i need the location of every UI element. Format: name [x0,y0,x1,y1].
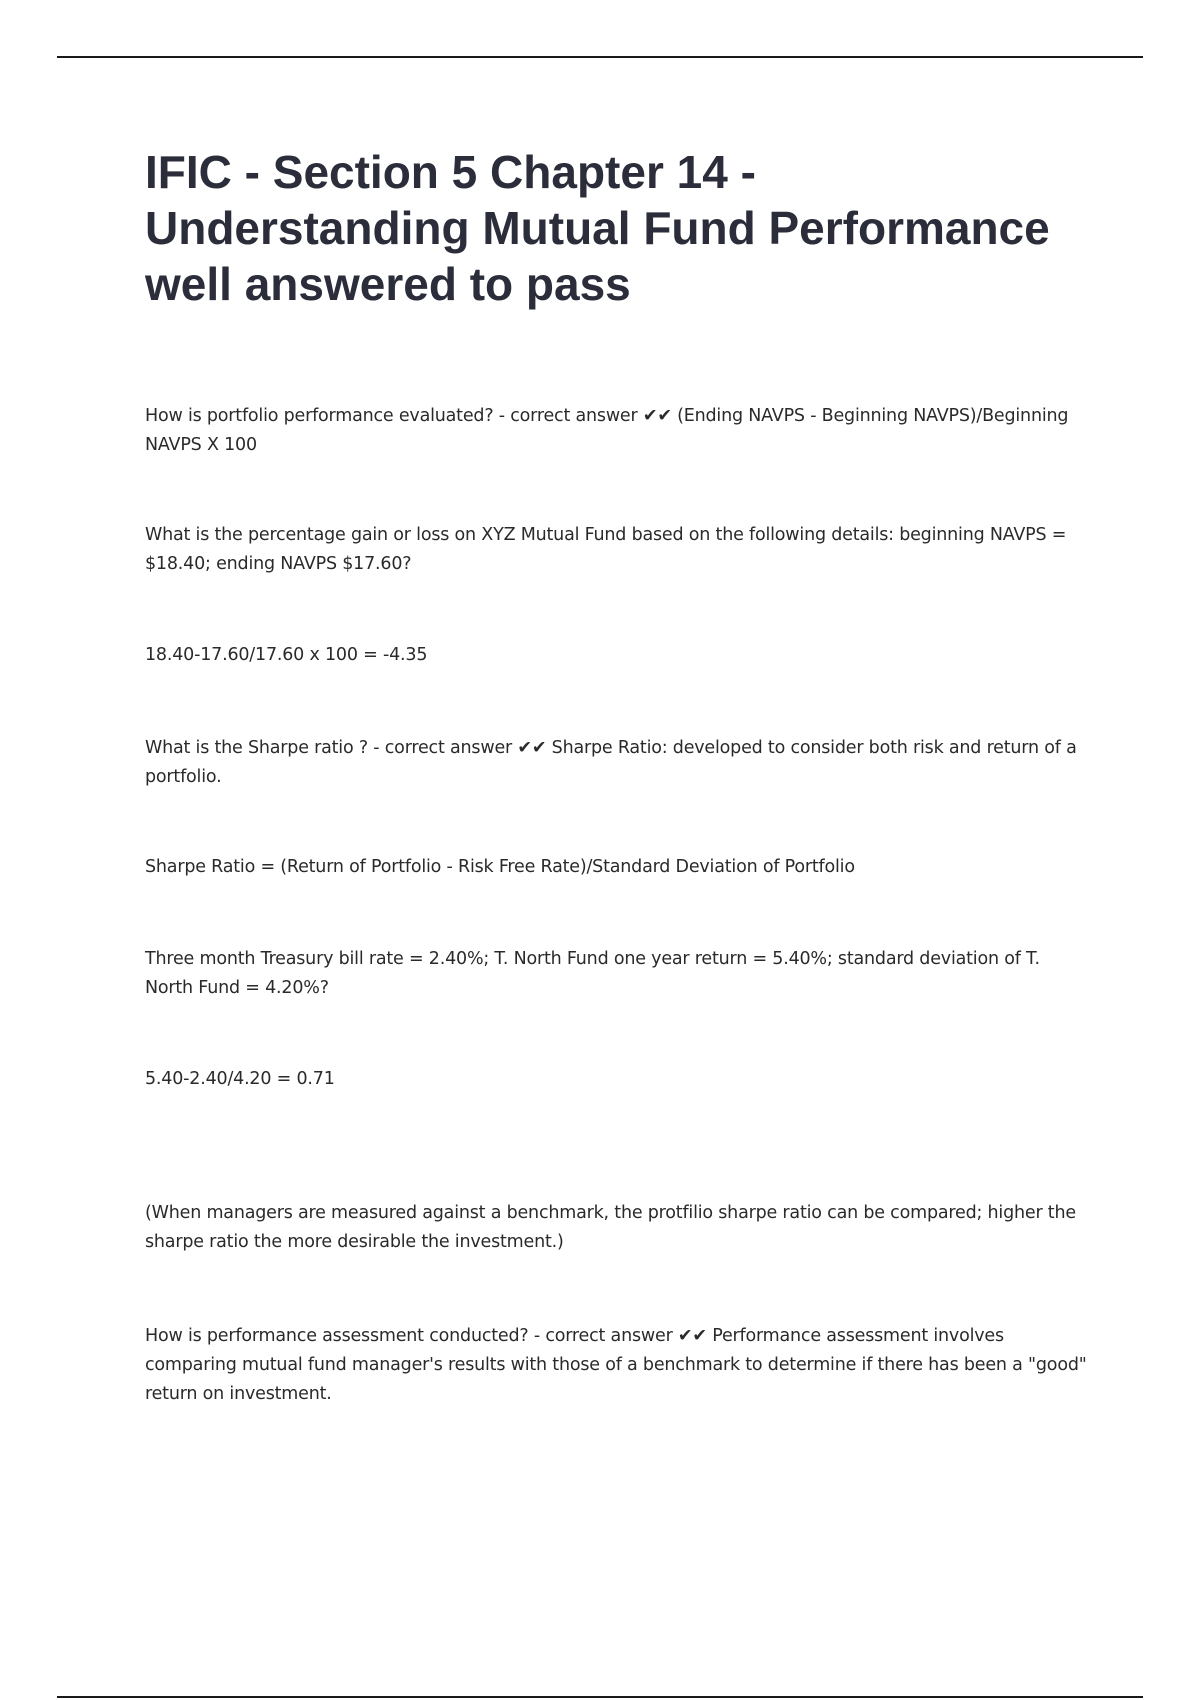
paragraph-sharpe-question: Three month Treasury bill rate = 2.40%; T. North Fund one year return = 5.40%; standard deviation of T. North Fund = 4.20%? [145,949,1040,998]
top-divider [57,56,1143,58]
paragraph-performance-assessment: How is performance assessment conducted? - correct answer ✔✔ Performance assessment involves comparing mutual fund manager's results with those of a benchmark to determine if there has been a "good" return on investment. [145,1326,1087,1404]
paragraph-percentage-answer: 18.40-17.60/17.60 x 100 = -4.35 [145,645,428,665]
paragraph-sharpe-ratio-formula: Sharpe Ratio = (Return of Portfolio - Risk Free Rate)/Standard Deviation of Portfolio [145,857,855,877]
paragraph-sharpe-answer: 5.40-2.40/4.20 = 0.71 [145,1069,335,1089]
bottom-divider [57,1696,1143,1698]
paragraph-benchmark-note: (When managers are measured against a benchmark, the protfilio sharpe ratio can be compared; higher the sharpe ratio the more desirable the investment.) [145,1203,1076,1252]
document-title: IFIC - Section 5 Chapter 14 - Understanding Mutual Fund Performance well answered to pass [145,146,1050,310]
paragraph-percentage-question: What is the percentage gain or loss on XYZ Mutual Fund based on the following details: beginning NAVPS = $18.40; ending NAVPS $17.60? [145,525,1067,574]
paragraph-sharpe-ratio-definition: What is the Sharpe ratio ? - correct answer ✔✔ Sharpe Ratio: developed to consider both risk and return of a portfolio. [145,738,1077,787]
paragraph-portfolio-evaluation: How is portfolio performance evaluated? - correct answer ✔✔ (Ending NAVPS - Beginning NAVPS)/Beginning NAVPS X 100 [145,406,1069,455]
